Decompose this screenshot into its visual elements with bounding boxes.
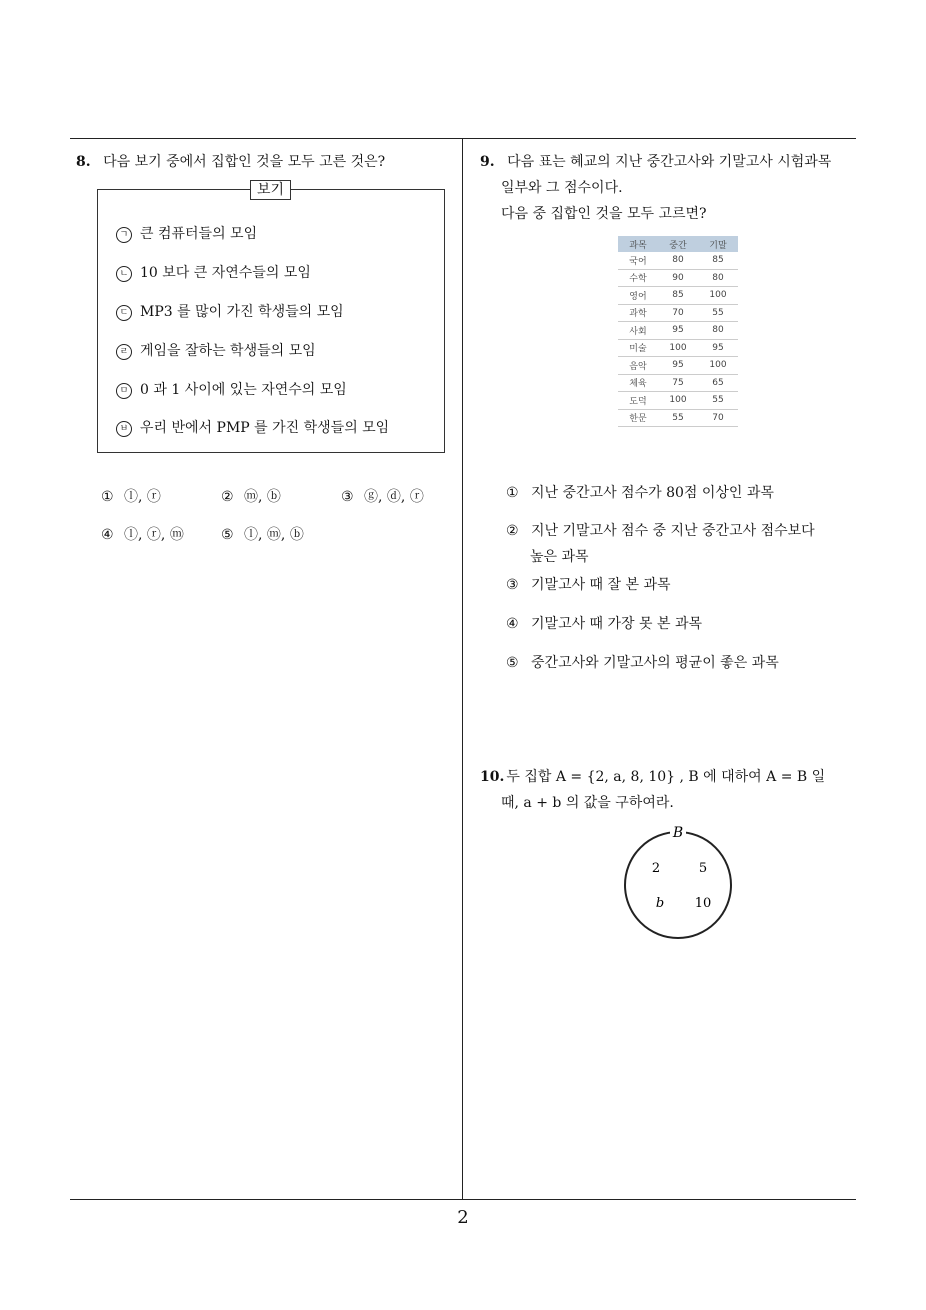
venn-element: b bbox=[655, 896, 665, 911]
bogi-item: ㅁ 0 과 1 사이에 있는 자연수의 모임 bbox=[116, 379, 347, 399]
choice-1[interactable]: ① 지난 중간고사 점수가 80점 이상인 과목 bbox=[506, 485, 774, 501]
marker-icon: ㅁ bbox=[116, 383, 132, 399]
question-number: 8. bbox=[76, 154, 91, 170]
bogi-item: ㄷ MP3 를 많이 가진 학생들의 모임 bbox=[116, 301, 344, 321]
table-header-row bbox=[618, 236, 738, 252]
question-number: 9. bbox=[480, 154, 495, 170]
venn-element: 10 bbox=[694, 896, 712, 911]
bogi-item: ㅂ 우리 반에서 PMP 를 가진 학생들의 모임 bbox=[116, 417, 389, 437]
bottom-rule bbox=[70, 1199, 856, 1200]
table-row: 체육 75 65 bbox=[618, 374, 738, 392]
table-row: 사회 95 80 bbox=[618, 322, 738, 340]
choice-3[interactable]: ③ ⓖ, ⓓ, ⓡ bbox=[341, 489, 424, 505]
marker-icon: ㅂ bbox=[116, 421, 132, 437]
choice-2[interactable]: ② 지난 기말고사 점수 중 지난 중간고사 점수보다 bbox=[506, 523, 815, 539]
bogi-item: ㄹ 게임을 잘하는 학생들의 모임 bbox=[116, 340, 316, 360]
page-number: 2 bbox=[457, 1207, 469, 1228]
choice-5[interactable]: ⑤ 중간고사와 기말고사의 평균이 좋은 과목 bbox=[506, 655, 779, 671]
choice-1[interactable]: ① ⓛ, ⓡ bbox=[101, 489, 161, 505]
column-header: 기말 bbox=[698, 236, 738, 252]
choice-3[interactable]: ③ 기말고사 때 잘 본 과목 bbox=[506, 577, 671, 593]
score-table bbox=[618, 236, 738, 427]
venn-diagram bbox=[620, 822, 740, 942]
question-text: 다음 보기 중에서 집합인 것을 모두 고른 것은? bbox=[103, 154, 386, 170]
top-rule bbox=[70, 138, 856, 139]
marker-icon: ㄴ bbox=[116, 266, 132, 282]
question-text-line1: 두 집합 A = {2, a, 8, 10} , B 에 대하여 A = B 일 bbox=[506, 769, 826, 785]
choice-4[interactable]: ④ ⓛ, ⓡ, ⓜ bbox=[101, 527, 184, 543]
column-divider bbox=[462, 138, 463, 1199]
question-8 bbox=[76, 151, 385, 171]
question-text-line2: 일부와 그 점수이다. bbox=[501, 180, 623, 196]
bogi-item: ㄱ 큰 컴퓨터들의 모임 bbox=[116, 223, 257, 243]
table-row: 도덕 100 55 bbox=[618, 392, 738, 410]
venn-element: 2 bbox=[651, 861, 661, 876]
question-text-line1: 다음 표는 혜교의 지난 중간고사와 기말고사 시험과목 bbox=[507, 154, 832, 170]
table-row: 한문 55 70 bbox=[618, 409, 738, 427]
bogi-item: ㄴ 10 보다 큰 자연수들의 모임 bbox=[116, 262, 311, 282]
question-text-line2: 때, a + b 의 값을 구하여라. bbox=[501, 795, 674, 811]
marker-icon: ㄷ bbox=[116, 305, 132, 321]
choice-5[interactable]: ⑤ ⓛ, ⓜ, ⓑ bbox=[221, 527, 304, 543]
choice-4[interactable]: ④ 기말고사 때 가장 못 본 과목 bbox=[506, 616, 703, 632]
table-row: 미술 100 95 bbox=[618, 339, 738, 357]
question-9 bbox=[480, 151, 831, 171]
marker-icon: ㄹ bbox=[116, 344, 132, 360]
column-header: 과목 bbox=[618, 236, 658, 252]
table-row: 국어 80 85 bbox=[618, 252, 738, 269]
set-label: B bbox=[672, 825, 684, 841]
bogi-box bbox=[97, 182, 445, 453]
question-number: 10. bbox=[480, 769, 505, 785]
column-header: 중간 bbox=[658, 236, 698, 252]
set-circle bbox=[625, 832, 731, 938]
venn-element: 5 bbox=[698, 861, 708, 876]
table-row: 영어 85 100 bbox=[618, 287, 738, 305]
table-row: 수학 90 80 bbox=[618, 269, 738, 287]
choice-2[interactable]: ② ⓜ, ⓑ bbox=[221, 489, 281, 505]
table-row: 과학 70 55 bbox=[618, 304, 738, 322]
bogi-label: 보기 bbox=[250, 180, 291, 200]
marker-icon: ㄱ bbox=[116, 227, 132, 243]
choice-2-continuation: 높은 과목 bbox=[530, 549, 589, 565]
question-text-line3: 다음 중 집합인 것을 모두 고르면? bbox=[501, 206, 707, 222]
question-10 bbox=[480, 766, 825, 786]
table-row: 음악 95 100 bbox=[618, 357, 738, 375]
